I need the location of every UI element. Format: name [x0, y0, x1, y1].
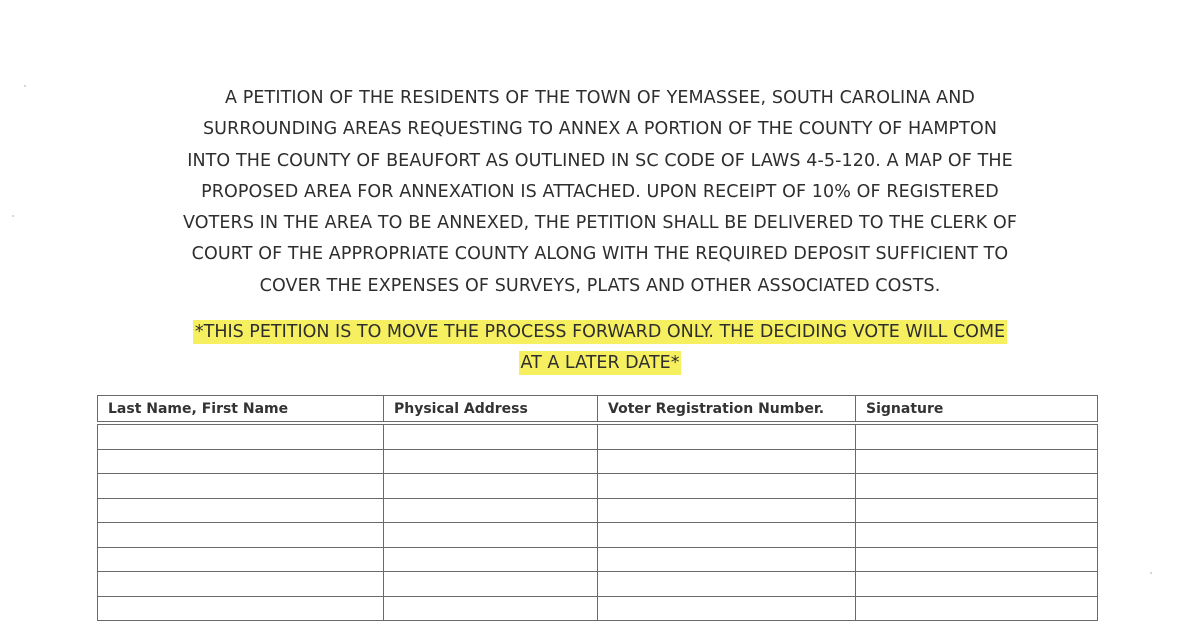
petition-body [110, 83, 1090, 302]
petition-line: INTO THE COUNTY OF BEAUFORT AS OUTLINED IN SC CODE OF LAWS 4-5-120. A MAP OF THE [187, 150, 1013, 171]
table-row [98, 498, 1098, 523]
cell-signature[interactable] [856, 572, 1098, 597]
table-row [98, 423, 1098, 449]
cell-name[interactable] [98, 498, 384, 523]
notice-line: *THIS PETITION IS TO MOVE THE PROCESS FORWARD ONLY. THE DECIDING VOTE WILL COME [194, 322, 1006, 342]
cell-address[interactable] [384, 423, 598, 449]
table-row [98, 523, 1098, 548]
petition-line: COVER THE EXPENSES OF SURVEYS, PLATS AND OTHER ASSOCIATED COSTS. [259, 275, 941, 296]
cell-name[interactable] [98, 449, 384, 474]
table-row [98, 596, 1098, 621]
cell-address[interactable] [384, 474, 598, 499]
cell-address[interactable] [384, 596, 598, 621]
petition-line: SURROUNDING AREAS REQUESTING TO ANNEX A PORTION OF THE COUNTY OF HAMPTON [202, 119, 998, 140]
cell-address[interactable] [384, 572, 598, 597]
table-body [98, 423, 1098, 621]
table-row [98, 572, 1098, 597]
cell-name[interactable] [98, 474, 384, 499]
signature-table [97, 395, 1098, 621]
petition-line: A PETITION OF THE RESIDENTS OF THE TOWN OF YEMASSEE, SOUTH CAROLINA AND [225, 88, 975, 108]
notice-line: AT A LATER DATE* [520, 353, 680, 373]
cell-name[interactable] [98, 572, 384, 597]
cell-signature[interactable] [856, 547, 1098, 572]
cell-address[interactable] [384, 449, 598, 474]
column-header-signature: Signature [856, 396, 1098, 424]
cell-name[interactable] [98, 547, 384, 572]
cell-name[interactable] [98, 523, 384, 548]
cell-signature[interactable] [856, 596, 1098, 621]
column-header-address: Physical Address [384, 396, 598, 424]
table-row [98, 449, 1098, 474]
cell-signature[interactable] [856, 449, 1098, 474]
petition-line: VOTERS IN THE AREA TO BE ANNEXED, THE PETITION SHALL BE DELIVERED TO THE CLERK OF [182, 213, 1018, 234]
cell-name[interactable] [98, 596, 384, 621]
scan-speck [12, 215, 14, 217]
column-header-voter-registration: Voter Registration Number. [598, 396, 856, 424]
cell-address[interactable] [384, 498, 598, 523]
column-header-name: Last Name, First Name [98, 396, 384, 424]
petition-line: PROPOSED AREA FOR ANNEXATION IS ATTACHED. UPON RECEIPT OF 10% OF REGISTERED [201, 181, 999, 202]
scan-speck [1150, 572, 1152, 574]
cell-voter-registration[interactable] [598, 547, 856, 572]
cell-voter-registration[interactable] [598, 423, 856, 449]
cell-signature[interactable] [856, 474, 1098, 499]
cell-voter-registration[interactable] [598, 498, 856, 523]
cell-voter-registration[interactable] [598, 474, 856, 499]
cell-voter-registration[interactable] [598, 572, 856, 597]
scan-speck [24, 85, 26, 87]
petition-line: COURT OF THE APPROPRIATE COUNTY ALONG WITH THE REQUIRED DEPOSIT SUFFICIENT TO [191, 244, 1009, 265]
cell-address[interactable] [384, 547, 598, 572]
cell-name[interactable] [98, 423, 384, 449]
cell-voter-registration[interactable] [598, 596, 856, 621]
cell-signature[interactable] [856, 498, 1098, 523]
table-row [98, 547, 1098, 572]
highlighted-notice [100, 317, 1100, 379]
table-row [98, 474, 1098, 499]
cell-address[interactable] [384, 523, 598, 548]
table-header-row [98, 396, 1098, 424]
cell-voter-registration[interactable] [598, 449, 856, 474]
cell-signature[interactable] [856, 423, 1098, 449]
cell-voter-registration[interactable] [598, 523, 856, 548]
cell-signature[interactable] [856, 523, 1098, 548]
